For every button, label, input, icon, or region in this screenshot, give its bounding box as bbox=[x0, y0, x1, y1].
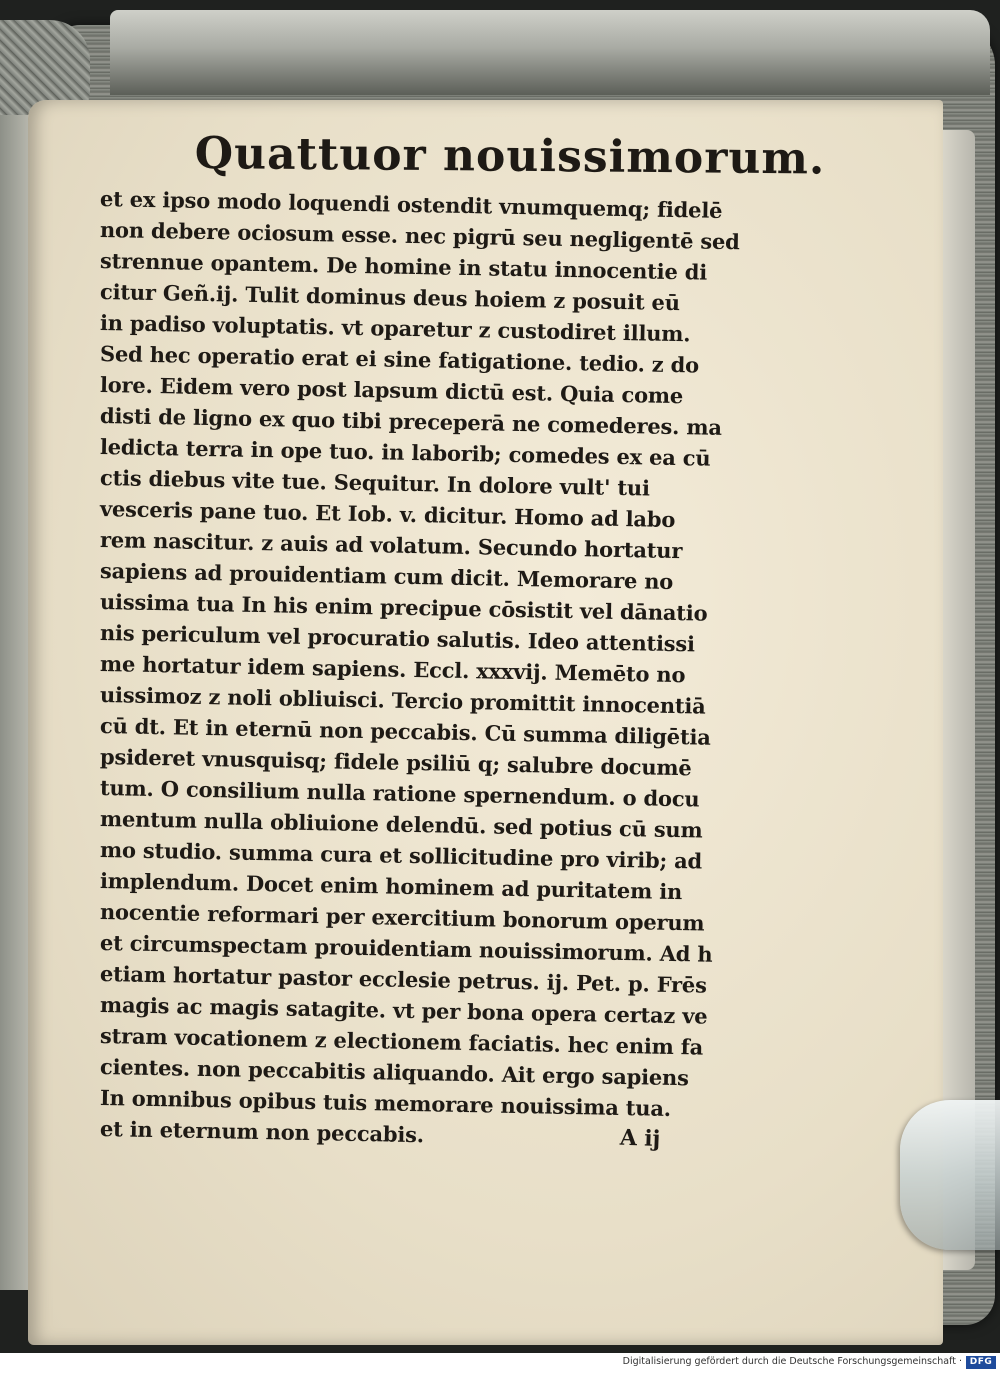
text-line: strennue opantem. De homine in statu innocentie di bbox=[99, 248, 708, 285]
text-lines bbox=[99, 183, 790, 1153]
text-line-content: et in eternum non peccabis. bbox=[99, 1116, 425, 1148]
text-line: magis ac magis satagite. vt per bona opera certaz ve bbox=[99, 992, 708, 1029]
text-line: mo studio. summa cura et sollicitudine pro virib; ad bbox=[99, 837, 703, 874]
text-line: disti de ligno ex quo tibi preceperā ne comederes. ma bbox=[99, 403, 723, 440]
dfg-logo: DFG bbox=[966, 1356, 996, 1369]
text-line: In omnibus opibus tuis memorare nouissima tua. bbox=[99, 1085, 672, 1121]
text-line: in padiso voluptatis. vt oparetur z custodiret illum. bbox=[99, 310, 691, 347]
page-text-block bbox=[99, 125, 826, 1153]
text-line: uissimoz z noli obliuisci. Tercio promittit innocentiā bbox=[99, 682, 706, 719]
text-line: Sed hec operatio erat ei sine fatigatione. tedio. z do bbox=[99, 341, 700, 378]
text-line: psideret vnusquisq; fidele psiliū q; salubre documē bbox=[99, 744, 692, 781]
text-line: sapiens ad prouidentiam cum dicit. Memorare no bbox=[99, 558, 674, 595]
book-top-edges bbox=[110, 10, 990, 95]
text-line: tum. O consilium nulla ratione spernendum. o docu bbox=[99, 775, 700, 812]
text-line: nis periculum vel procuratio salutis. Ideo attentissi bbox=[99, 620, 696, 657]
text-line: etiam hortatur pastor ecclesie petrus. ij. Pet. p. Frēs bbox=[99, 961, 707, 998]
text-line: uissima tua In his enim precipue cōsistit vel dānatio bbox=[99, 589, 708, 626]
text-line: et ex ipso modo loquendi ostendit vnumquemq; fidelē bbox=[99, 186, 723, 223]
signature-mark: A ij bbox=[619, 1124, 661, 1153]
text-line: non debere ociosum esse. nec pigrū seu negligentē sed bbox=[99, 217, 740, 255]
text-line: cū dt. Et in eternū non peccabis. Cū summa diligētia bbox=[99, 713, 711, 750]
text-line: ctis diebus vite tue. Sequitur. In dolore vult' tui bbox=[99, 465, 650, 501]
text-line: me hortatur idem sapiens. Eccl. xxxvij. Memēto no bbox=[99, 651, 686, 688]
text-line: citur Geñ.ij. Tulit dominus deus hoiem z posuit eū bbox=[99, 279, 681, 316]
text-line: rem nascitur. z auis ad volatum. Secundo hortatur bbox=[99, 527, 683, 564]
text-line: implendum. Docet enim hominem ad puritatem in bbox=[99, 868, 683, 905]
text-line: nocentie reformari per exercitium bonorum operum bbox=[99, 899, 705, 936]
text-line: et circumspectam prouidentiam nouissimorum. Ad h bbox=[99, 930, 713, 967]
text-line: ledicta terra in ope tuo. in laborib; comedes ex ea cū bbox=[99, 434, 711, 471]
text-line: lore. Eidem vero post lapsum dictū est. Quia come bbox=[99, 372, 684, 409]
funding-credit: Digitalisierung gefördert durch die Deutsche Forschungsgemeinschaft · bbox=[622, 1356, 962, 1367]
footer-bar bbox=[0, 1353, 1000, 1373]
text-line: stram vocationem z electionem faciatis. hec enim fa bbox=[99, 1023, 704, 1060]
running-heading: Quattuor nouissimorum. bbox=[194, 127, 826, 185]
page-clip bbox=[900, 1100, 1000, 1250]
text-line: vesceris pane tuo. Et Iob. v. dicitur. Homo ad labo bbox=[99, 496, 676, 533]
text-line: cientes. non peccabitis aliquando. Ait ergo sapiens bbox=[99, 1054, 689, 1091]
text-line: mentum nulla obliuione delendū. sed potius cū sum bbox=[99, 806, 703, 843]
